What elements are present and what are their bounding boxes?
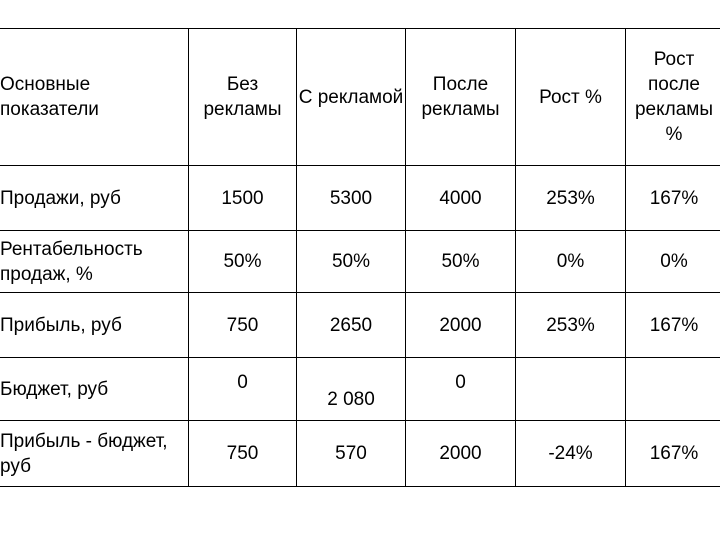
row-label: Бюджет, руб	[0, 358, 189, 421]
cell-value: 2000	[406, 421, 516, 487]
cell-value: 253%	[516, 293, 626, 358]
cell-value: 167%	[626, 166, 720, 231]
header-growth: Рост %	[516, 29, 626, 166]
table-row	[0, 358, 720, 421]
header-after-ads: После рекламы	[406, 29, 516, 166]
header-row	[0, 29, 720, 166]
cell-value: 0%	[516, 231, 626, 293]
header-growth-after-ads: Рост после рекламы %	[626, 29, 720, 166]
cell-value: 0%	[626, 231, 720, 293]
cell-value: 750	[189, 293, 297, 358]
table-row	[0, 421, 720, 487]
metrics-table	[0, 28, 720, 487]
table-row	[0, 293, 720, 358]
header-with-ads: С рекламой	[297, 29, 406, 166]
cell-value: 1500	[189, 166, 297, 231]
cell-value: 750	[189, 421, 297, 487]
cell-value: 2 080	[297, 358, 406, 421]
cell-value: 570	[297, 421, 406, 487]
row-label: Рентабельность продаж, %	[0, 231, 189, 293]
cell-value: 253%	[516, 166, 626, 231]
cell-value: 2000	[406, 293, 516, 358]
cell-value: 5300	[297, 166, 406, 231]
row-label: Прибыль - бюджет, руб	[0, 421, 189, 487]
cell-value: 50%	[406, 231, 516, 293]
cell-value: 0	[406, 358, 516, 421]
cell-value: 50%	[297, 231, 406, 293]
cell-value	[516, 358, 626, 421]
table-row	[0, 166, 720, 231]
cell-value: 0	[189, 358, 297, 421]
cell-value: 50%	[189, 231, 297, 293]
cell-value: 167%	[626, 421, 720, 487]
cell-value: 2650	[297, 293, 406, 358]
table-row	[0, 231, 720, 293]
header-without-ads: Без рекламы	[189, 29, 297, 166]
cell-value: 167%	[626, 293, 720, 358]
cell-value: -24%	[516, 421, 626, 487]
cell-value: 4000	[406, 166, 516, 231]
row-label: Прибыль, руб	[0, 293, 189, 358]
cell-value	[626, 358, 720, 421]
header-indicator: Основные показатели	[0, 29, 189, 166]
row-label: Продажи, руб	[0, 166, 189, 231]
